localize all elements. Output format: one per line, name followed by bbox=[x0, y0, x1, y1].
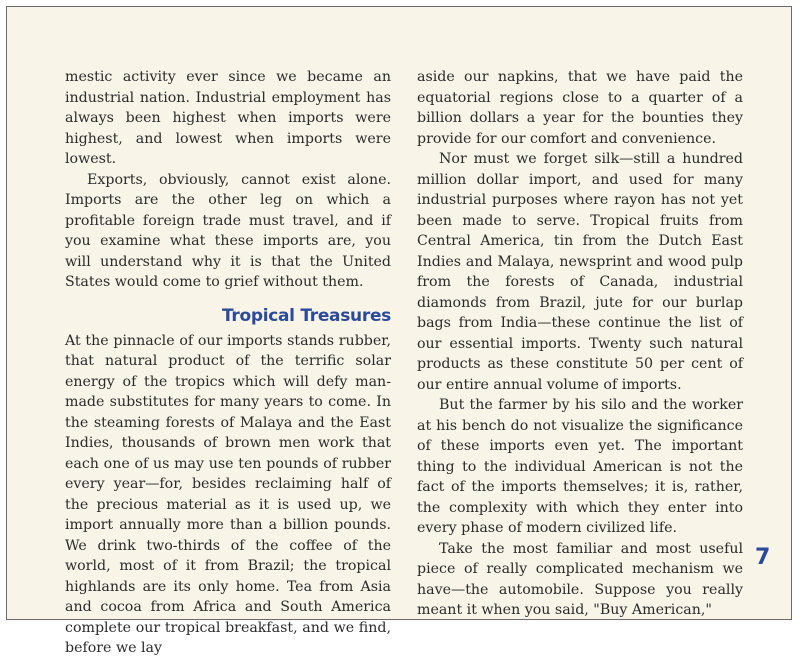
paragraph-7: Take the most familiar and most useful piece of really complicated mechanism we have—the automobile. Suppose you really meant it when you said, "Buy American," bbox=[417, 540, 743, 618]
paragraph-3: At the pinnacle of our imports stands rubber, that natural product of the terrific solar energy of the tropics which will defy man-made substitutes for many years to come. In the steaming forests of Malaya and the East Indies, thousands of brown men work that each one of us may use ten pounds of rubber every year—for, besides reclaiming half of the precious material as it is used up, we import annually more than a billion pounds. We drink two-thirds of the coffee of the world, most of it from Brazil; the tropical highlands are its only home. Tea from Asia and cocoa from Africa and South America complete our tropical breakfast, and we find, before we lay bbox=[65, 332, 391, 656]
left-column bbox=[65, 67, 391, 659]
paragraph-2: Exports, obviously, cannot exist alone. Imports are the other leg on which a profitable foreign trade must travel, and if you examine what these imports are, you will understand why it is that the United States would come to grief without them. bbox=[65, 171, 391, 290]
page-number: 7 bbox=[755, 545, 771, 570]
paragraph-1: mestic activity ever since we became an industrial nation. Industrial employment has always been highest when imports were highest, and lowest when imports were lowest. bbox=[65, 69, 391, 167]
paragraph-6: But the farmer by his silo and the worker at his bench do not visualize the significance of these imports even yet. The important thing to the individual American is not the fact of the imports themselves; it is, rather, the complexity with which they enter into every phase of modern civilized life. bbox=[417, 397, 743, 536]
paragraph-4: aside our napkins, that we have paid the equatorial regions close to a quarter of a billion dollars a year for the bounties they provide for our comfort and convenience. bbox=[417, 69, 743, 147]
book-page bbox=[6, 6, 792, 656]
section-heading: Tropical Treasures bbox=[221, 305, 391, 326]
right-column bbox=[417, 67, 743, 621]
paragraph-5: Nor must we forget silk—still a hundred million dollar import, and used for many industrial purposes where rayon has not yet been made to serve. Tropical fruits from Central America, tin from the Dutch East Indies and Malaya, newsprint and wood pulp from the forests of Canada, industrial diamonds from Brazil, jute for our burlap bags from India—these continue the list of our essential imports. Twenty such natural products as these constitute 50 per cent of our entire annual volume of imports. bbox=[417, 151, 743, 393]
